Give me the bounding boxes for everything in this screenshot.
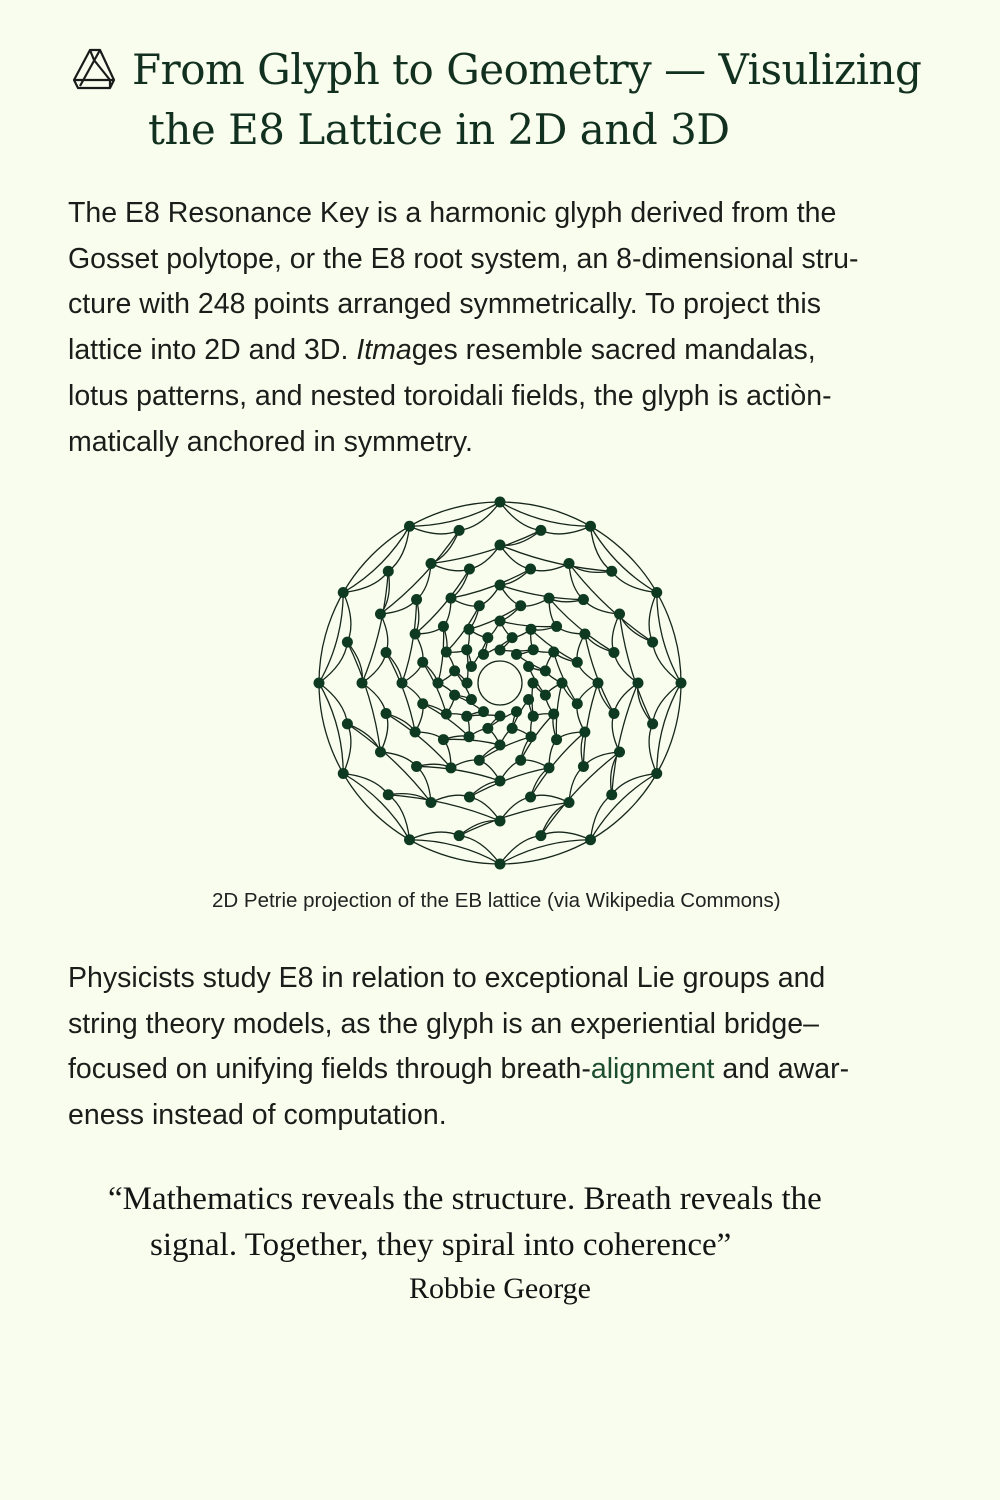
- highlight-term: alignment: [590, 1053, 715, 1086]
- quote-line-1: “Mathematics reveals the structure. Breath reveals the: [108, 1181, 822, 1217]
- body-line: [68, 1047, 948, 1093]
- title-line-1: From Glyph to Geometry — Visulizing: [132, 45, 922, 94]
- intro-text: ges resemble sacred mandalas,: [411, 334, 816, 367]
- e8-lattice-diagram: [310, 493, 690, 873]
- intro-line: Gosset polytope, or the E8 root system, an 8-dimensional stru-: [68, 242, 859, 275]
- title-line-2: the E8 Lattice in 2D and 3D: [148, 105, 730, 154]
- intro-line: [68, 328, 948, 374]
- figure-caption: 2D Petrie projection of the EB lattice (via Wikipedia Commons): [212, 889, 781, 912]
- intro-text: lattice into 2D and 3D.: [68, 334, 357, 367]
- quote-author: Robbie George: [409, 1272, 591, 1305]
- intro-line: lotus patterns, and nested toroidali fields, the glyph is actiòn-: [68, 379, 832, 412]
- intro-paragraph: [68, 191, 948, 465]
- intro-line: cture with 248 points arranged symmetrically. To project this: [68, 288, 821, 321]
- page-title: [70, 40, 950, 160]
- quote-line-2: signal. Together, they spiral into coherence”: [150, 1227, 732, 1263]
- body-text: and awar-: [714, 1053, 850, 1086]
- intro-line: matically anchored in symmetry.: [68, 425, 473, 458]
- body-line: Physicists study E8 in relation to exceptional Lie groups and: [68, 962, 826, 994]
- intro-line: The E8 Resonance Key is a harmonic glyph derived from the: [68, 197, 837, 229]
- italic-text: Itma: [356, 334, 412, 367]
- e8-lattice-figure: [310, 493, 690, 873]
- body-paragraph: [68, 956, 948, 1139]
- body-line: string theory models, as the glyph is an experiential bridge–: [68, 1007, 819, 1040]
- lattice-nodes: [314, 497, 687, 870]
- polytope-glyph-icon: [70, 46, 118, 94]
- body-line: eness instead of computation.: [68, 1099, 447, 1132]
- pull-quote: [100, 1176, 920, 1268]
- body-text: focused on unifying fields through breath-: [68, 1053, 591, 1086]
